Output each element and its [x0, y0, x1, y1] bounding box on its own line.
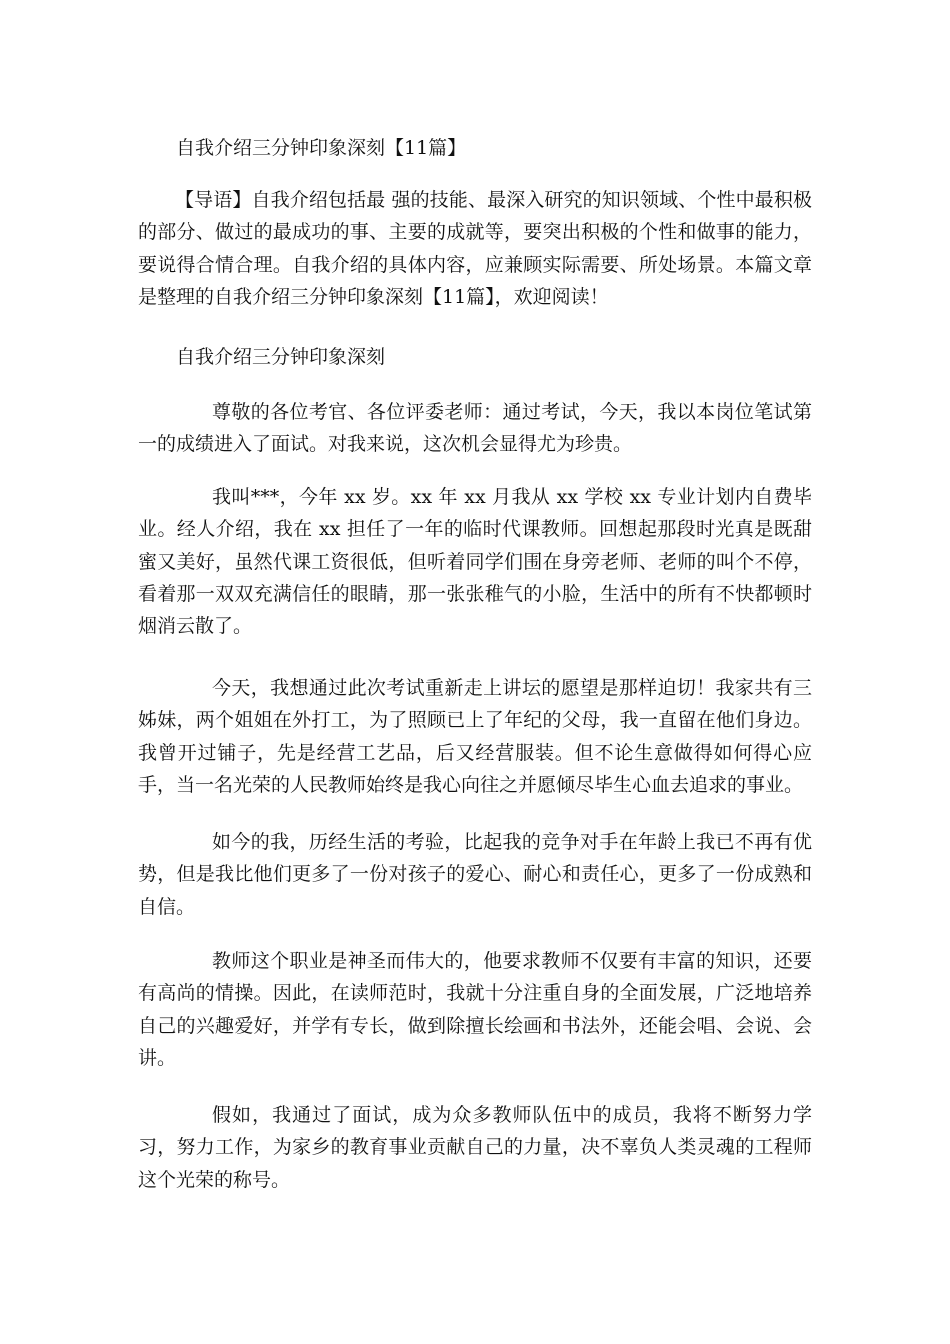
- body-paragraph-3: 今天，我想通过此次考试重新走上讲坛的愿望是那样迫切！我家共有三姊妹，两个姐姐在外打工，为了照顾已上了年纪的父母，我一直留在他们身边。我曾开过铺子，先是经营工艺品，后又经营服装。但不论生意做得如何得心应手，当一名光荣的人民教师始终是我心向往之并愿倾尽毕生心血去追求的事业。: [138, 677, 812, 796]
- document-title: 自我介绍三分钟印象深刻【11篇】: [176, 137, 467, 159]
- section-title: 自我介绍三分钟印象深刻: [176, 346, 386, 368]
- body-paragraph-2: 我叫***，今年 xx 岁。xx 年 xx 月我从 xx 学校 xx 专业计划内自费毕业。经人介绍，我在 xx 担任了一年的临时代课教师。回想起那段时光真是既甜蜜又美好，虽然代课工资很低，但听着同学们围在身旁老师、老师的叫个不停，看着那一双双充满信任的眼睛，那一张张稚气的小脸，生活中的所有不快都顿时烟消云散了。: [138, 486, 812, 638]
- body-paragraph-5: 教师这个职业是神圣而伟大的，他要求教师不仅要有丰富的知识，还要有高尚的情操。因此，在读师范时，我就十分注重自身的全面发展，广泛地培养自己的兴趣爱好，并学有专长，做到除擅长绘画和书法外，还能会唱、会说、会讲。: [138, 950, 812, 1069]
- body-paragraph-6: 假如，我通过了面试，成为众多教师队伍中的成员，我将不断努力学习，努力工作，为家乡的教育事业贡献自己的力量，决不辜负人类灵魂的工程师这个光荣的称号。: [138, 1104, 812, 1191]
- body-paragraph-4: 如今的我，历经生活的考验，比起我的竞争对手在年龄上我已不再有优势，但是我比他们更多了一份对孩子的爱心、耐心和责任心，更多了一份成熟和自信。: [138, 831, 812, 918]
- intro-paragraph: 【导语】自我介绍包括最 强的技能、最深入研究的知识领域、个性中最积极的部分、做过的最成功的事、主要的成就等，要突出积极的个性和做事的能力，要说得合情合理。自我介绍的具体内容，应兼顾实际需要、所处场景。本篇文章是整理的自我介绍三分钟印象深刻【11篇】，欢迎阅读！: [138, 189, 812, 308]
- body-paragraph-1: 尊敬的各位考官、各位评委老师：通过考试，今天，我以本岗位笔试第一的成绩进入了面试。对我来说，这次机会显得尤为珍贵。: [138, 401, 812, 456]
